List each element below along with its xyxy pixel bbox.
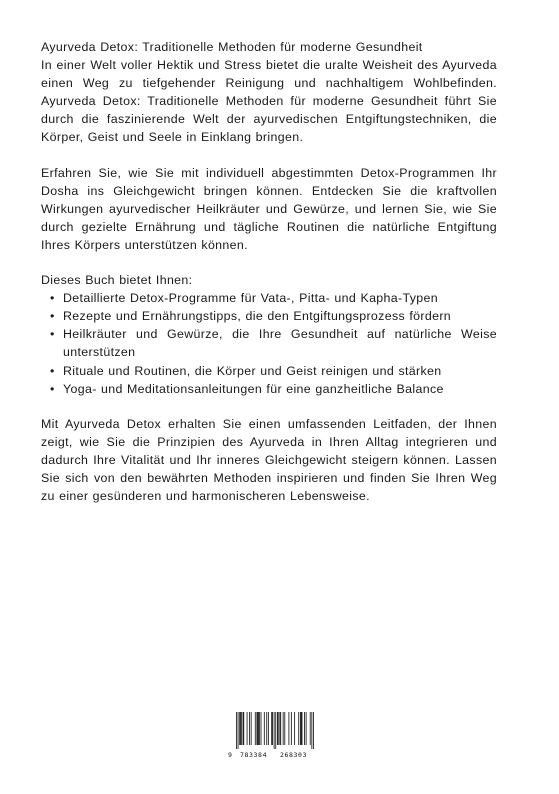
barcode-bar xyxy=(261,712,262,745)
barcode-digit-first: 9 xyxy=(228,751,232,759)
barcode-bar xyxy=(238,712,239,749)
list-intro: Dieses Buch bietet Ihnen: xyxy=(41,273,193,288)
barcode-bar xyxy=(283,712,284,745)
barcode-bar xyxy=(258,712,259,745)
barcode-bar xyxy=(240,712,241,745)
blurb-paragraph-3: Mit Ayurveda Detox erhalten Sie einen umfassenden Leitfaden, der Ihnen zeigt, wie Sie die Prinzipien des Ayurveda in Ihren Alltag integrieren und dadurch Ihre Vitalität und Ihr inneres Gleichgewicht steigern können. Lassen Sie sich von den bewährten Methoden inspirieren und finden Sie Ihren Weg zu einer gesünderen und harmonischeren Lebensweise. xyxy=(41,416,497,504)
barcode-bar xyxy=(243,712,244,745)
paragraph-spacer xyxy=(41,147,497,164)
paragraph-spacer xyxy=(41,254,497,271)
barcode-digits-left: 783384 xyxy=(240,751,268,759)
paragraph-spacer xyxy=(41,398,497,415)
barcode-bar xyxy=(274,712,275,749)
list-item-text: Heilkräuter und Gewürze, die Ihre Gesundheit auf natürliche Weise unterstützen xyxy=(63,327,497,360)
feature-list xyxy=(41,289,497,398)
barcode-bar xyxy=(277,712,278,745)
list-item-text: Yoga- und Meditationsanleitungen für eine ganzheitliche Balance xyxy=(63,381,444,396)
barcode-bar xyxy=(259,712,260,745)
barcode-digits xyxy=(228,749,318,761)
barcode-bar xyxy=(291,712,292,745)
barcode-bar xyxy=(268,712,269,745)
blurb-paragraph-1: In einer Welt voller Hektik und Stress bietet die uralte Weisheit des Ayurveda einen Weg zu tiefgehender Reinigung und nachhaltigem Wohlbefinden. Ayurveda Detox: Traditionelle Methoden für moderne Gesundheit führt Sie durch die faszinierende Welt der ayurvedischen Entgiftungstechniken, die Körper, Geist und Seele in Einklang bringen. xyxy=(41,58,497,145)
barcode-bar xyxy=(311,712,312,749)
barcode-bar xyxy=(294,712,295,745)
barcode-bar xyxy=(288,712,289,745)
isbn-barcode xyxy=(228,712,318,762)
barcode-bar xyxy=(300,712,301,745)
barcode-bar xyxy=(275,712,276,749)
barcode-bar xyxy=(301,712,302,745)
barcode-bar xyxy=(236,712,237,749)
barcode-bar xyxy=(279,712,280,745)
barcode-bar xyxy=(284,712,285,745)
barcode-bar xyxy=(298,712,299,745)
blurb-paragraph-2: Erfahren Sie, wie Sie mit individuell abgestimmten Detox-Programmen Ihr Dosha ins Gleichgewicht bringen können. Entdecken Sie die kraftvollen Wirkungen ayurvedischer Heilkräuter und Gewürze, und lernen Sie, wie Sie durch gezielte Ernährung und tägliche Routinen die natürliche Entgiftung Ihres Körpers unterstützen können. xyxy=(41,165,497,252)
bullet-icon: • xyxy=(50,381,55,396)
barcode-bar xyxy=(247,712,248,745)
bullet-icon: • xyxy=(50,363,55,378)
barcode-bar xyxy=(310,712,311,745)
barcode-bar xyxy=(249,712,250,745)
list-item xyxy=(41,289,497,307)
list-item xyxy=(41,380,497,398)
barcode-bar xyxy=(302,712,303,745)
barcode-bar xyxy=(241,712,242,745)
barcode-bar xyxy=(271,712,272,745)
barcode-bars xyxy=(228,712,318,749)
list-item-text: Rituale und Routinen, die Körper und Geist reinigen und stärken xyxy=(63,363,442,378)
bullet-icon: • xyxy=(50,327,55,342)
bullet-icon: • xyxy=(50,291,55,306)
barcode-digits-right: 268303 xyxy=(280,751,308,759)
barcode-bar xyxy=(306,712,307,745)
blurb-heading: Ayurveda Detox: Traditionelle Methoden für moderne Gesundheit xyxy=(41,40,423,54)
barcode-bar xyxy=(255,712,256,745)
list-item-text: Detaillierte Detox-Programme für Vata-, Pitta- und Kapha-Typen xyxy=(63,291,439,306)
list-item xyxy=(41,362,497,380)
barcode-bar xyxy=(272,712,273,745)
barcode-bar xyxy=(264,712,265,745)
list-item-text: Rezepte und Ernährungstipps, die den Entgiftungsprozess fördern xyxy=(63,309,452,324)
barcode-bar xyxy=(278,712,279,745)
list-item xyxy=(41,325,497,361)
blurb-text-block xyxy=(41,38,497,505)
barcode-bar xyxy=(239,712,240,745)
barcode-bar xyxy=(266,712,267,745)
barcode-bar xyxy=(257,712,258,745)
barcode-bar xyxy=(251,712,252,745)
barcode-bar xyxy=(257,712,258,745)
list-item xyxy=(41,307,497,325)
barcode-bar xyxy=(304,712,305,745)
barcode-bar xyxy=(243,712,244,745)
barcode-bar xyxy=(313,712,314,749)
barcode-bar xyxy=(280,712,281,745)
bullet-icon: • xyxy=(50,309,55,324)
